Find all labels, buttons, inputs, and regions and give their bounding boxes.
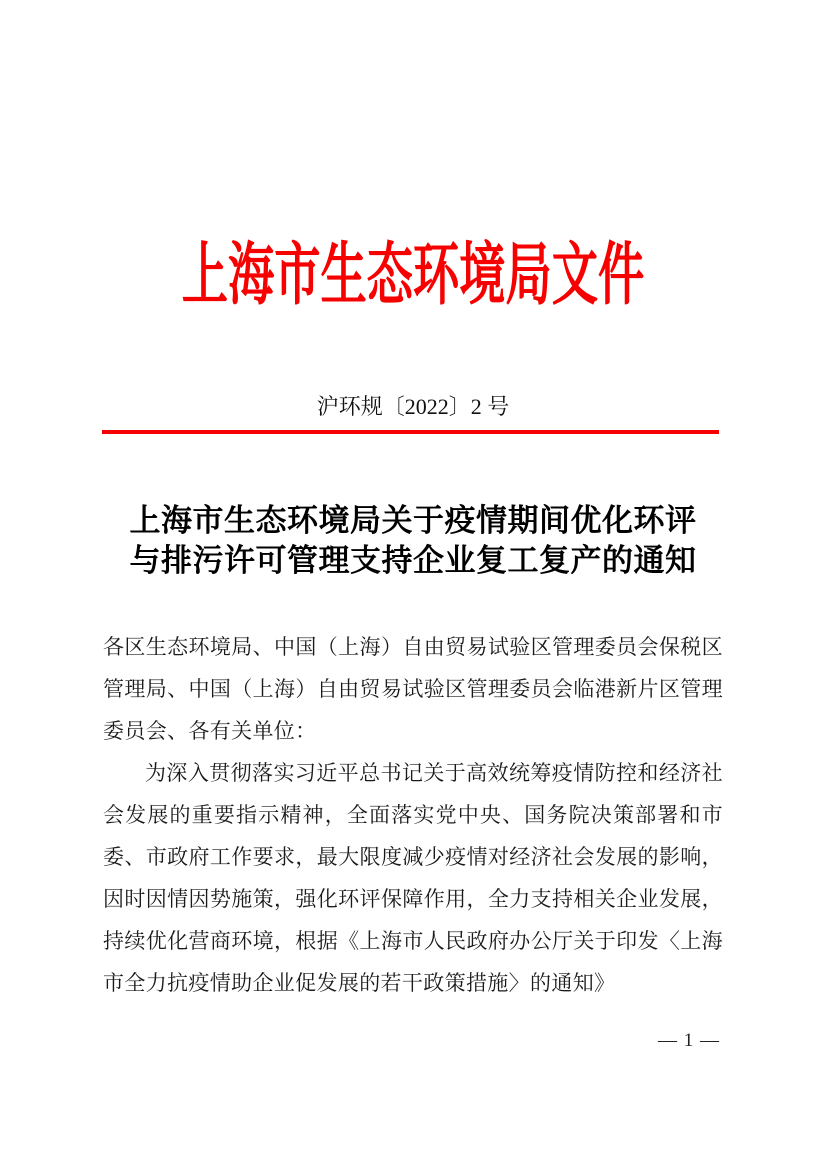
document-title-line1: 上海市生态环境局关于疫情期间优化环评 (129, 503, 697, 538)
document-number: 沪环规〔2022〕2 号 (316, 394, 510, 419)
document-title-line2: 与排污许可管理支持企业复工复产的通知 (129, 543, 697, 578)
salutation-paragraph: 各区生态环境局、中国（上海）自由贸易试验区管理委员会保税区管理局、中国（上海）自由贸易试验区管理委员会临港新片区管理委员会、各有关单位： (103, 635, 723, 743)
body-paragraph: 为深入贯彻落实习近平总书记关于高效统筹疫情防控和经济社会发展的重要指示精神，全面落实党中央、国务院决策部署和市委、市政府工作要求，最大限度减少疫情对经济社会发展的影响，因时因情因势施策，强化环评保障作用，全力支持相关企业发展，持续优化营商环境，根据《上海市人民政府办公厅关于印发〈上海市全力抗疫情助企业促发展的若干政策措施〉的通知》 (103, 761, 723, 995)
document-title (103, 501, 723, 581)
page-number: — 1 — (658, 1030, 720, 1051)
agency-letterhead-title: 上海市生态环境局文件 (181, 237, 645, 313)
document-body (103, 626, 723, 1004)
red-divider-line (102, 430, 719, 434)
